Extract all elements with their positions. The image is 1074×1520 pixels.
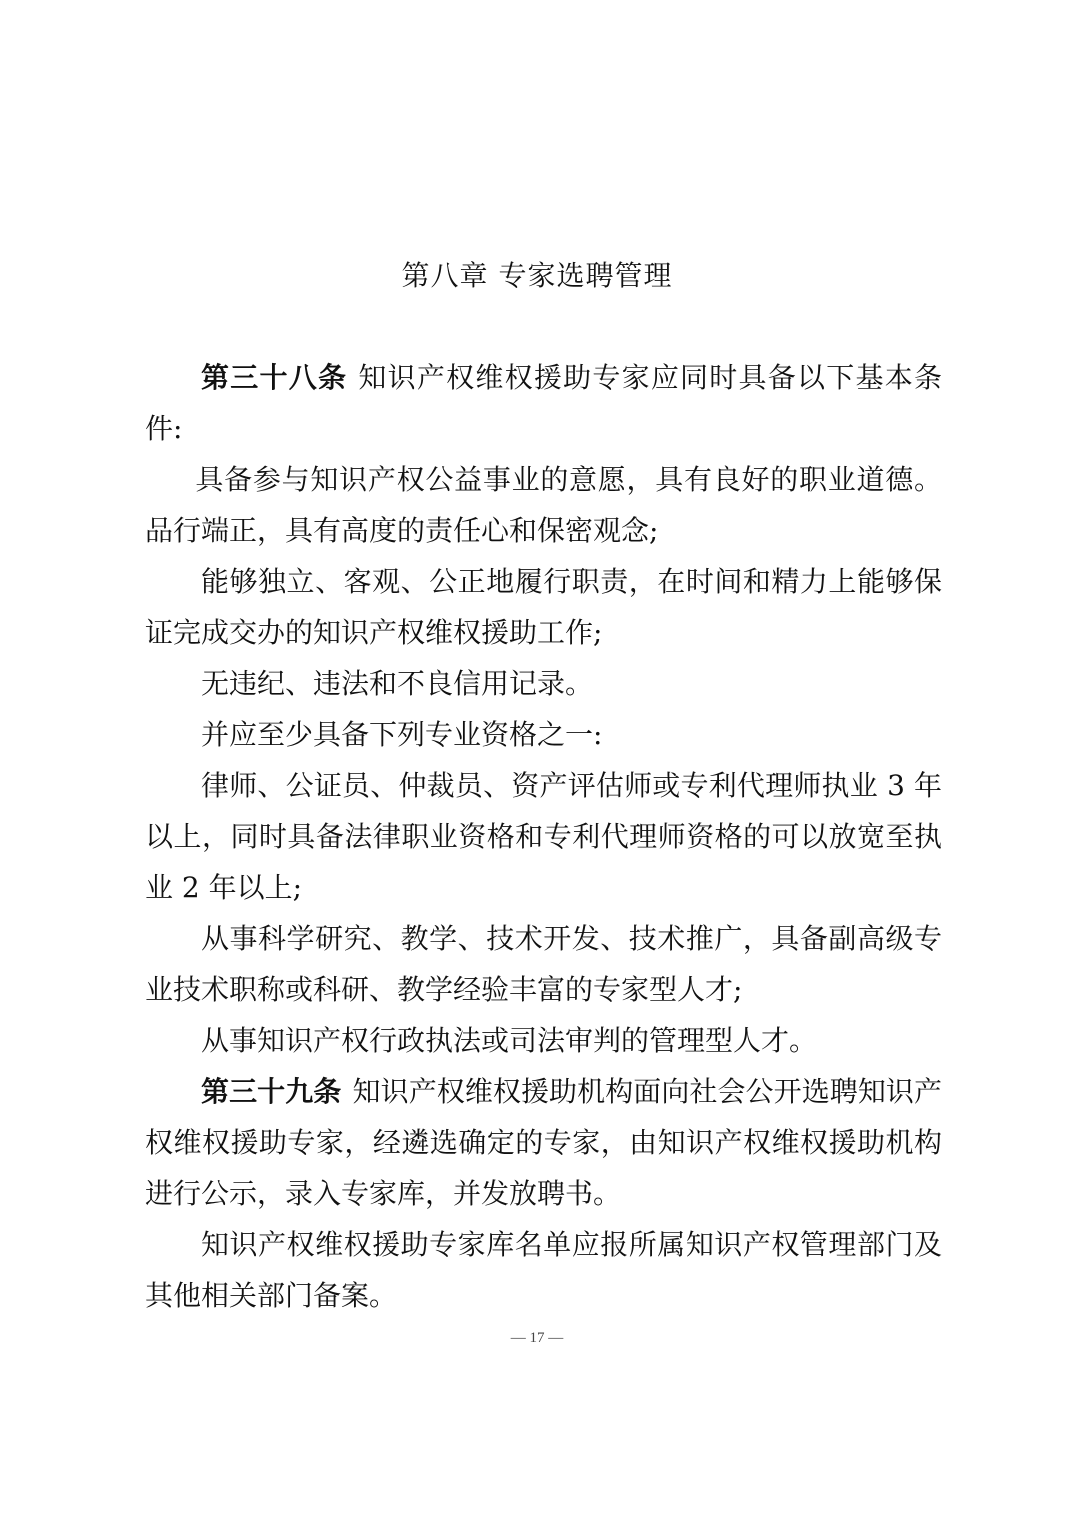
article-38-label: 第三十八条: [201, 361, 348, 394]
paragraph-38-4: 并应至少具备下列专业资格之一:: [201, 718, 603, 751]
article-38-paragraph: [145, 352, 942, 454]
article-39-paragraph: [145, 1066, 942, 1219]
paragraph-38-1: 具备参与知识产权公益事业的意愿，具有良好的职业道德。品行端正，具有高度的责任心和保密观念;: [145, 463, 942, 547]
article-38-text: 知识产权维权援助专家应同时具备以下基本条件:: [145, 361, 942, 445]
paragraph-38-7: 从事知识产权行政执法或司法审判的管理型人才。: [201, 1024, 818, 1057]
paragraph-38-5: 律师、公证员、仲裁员、资产评估师或专利代理师执业 3 年以上，同时具备法律职业资格和专利代理师资格的可以放宽至执业 2 年以上;: [145, 769, 942, 904]
article-39-text: 知识产权维权援助机构面向社会公开选聘知识产权维权援助专家，经遴选确定的专家，由知识产权维权援助机构进行公示，录入专家库，并发放聘书。: [145, 1075, 942, 1210]
article-39-label: 第三十九条: [201, 1075, 342, 1108]
body-text: [145, 352, 942, 1321]
paragraph-38-2: 能够独立、客观、公正地履行职责，在时间和精力上能够保证完成交办的知识产权维权援助工作;: [145, 565, 942, 649]
page-number: — 17 —: [510, 1330, 564, 1346]
chapter-title: 第八章 专家选聘管理: [401, 259, 673, 292]
paragraph-38-3: 无违纪、违法和不良信用记录。: [201, 667, 594, 700]
paragraph-38-6: 从事科学研究、教学、技术开发、技术推广，具备副高级专业技术职称或科研、教学经验丰富的专家型人才;: [145, 922, 942, 1006]
paragraph-39-extra: 知识产权维权援助专家库名单应报所属知识产权管理部门及其他相关部门备案。: [145, 1228, 942, 1312]
